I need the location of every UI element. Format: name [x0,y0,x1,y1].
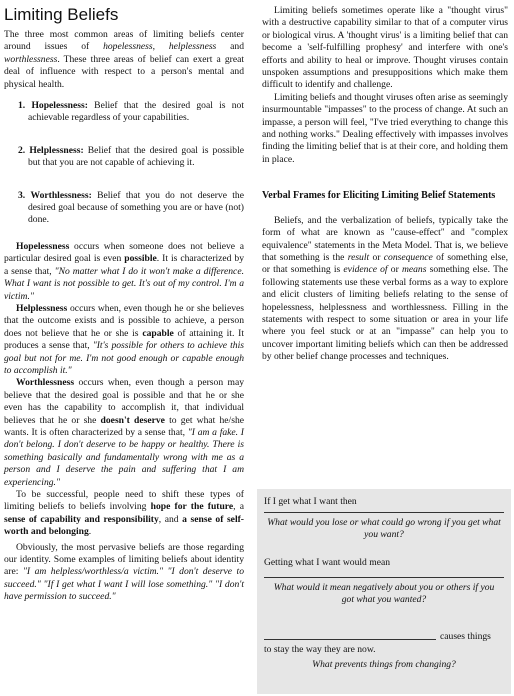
success-paragraph [4,489,244,539]
consequence-term: consequence [383,252,433,263]
worth-text-b: to get what he/she wants. It is often characterized by a sense that, [4,414,245,438]
identity-paragraph [4,542,244,604]
prompt-get-what-i-want: If I get what I want then [264,496,357,507]
frames-text-d: or [387,264,402,276]
success-text-c: , and [158,513,183,525]
intro-hopelessness: hopelessness [103,41,153,53]
list-number: 1. [18,100,26,112]
frames-text-c: of something else, or that something is [262,252,508,276]
worthlessness-term: Worthlessness [16,377,75,389]
help-text-a: occurs when, even though he or she believes that the outcome exists and is possible to achieve, a person does not believe that he or she is [4,302,244,339]
intro-paragraph [4,29,244,91]
section-heading: Verbal Frames for Eliciting Limiting Belief Statements [262,190,496,202]
capability-term: sense of capability and responsibility [4,513,159,525]
success-text-a: To be successful, people need to shift these types of limiting beliefs to beliefs involving [4,489,244,513]
list-term: Worthlessness: [30,189,92,201]
intro-text-b: , [152,41,169,53]
list-item [12,100,244,125]
worthlessness-paragraph [4,377,244,489]
list-number: 3. [18,189,26,201]
result-term: result [347,252,370,263]
verbal-frames-paragraph [262,215,508,364]
success-text-d: . [88,526,92,538]
frames-text-b: or [369,252,384,263]
impasse-paragraph: Limiting beliefs and thought viruses often arise as seemingly insurmountable "impasses" to the process of change. At such an impasse, a person will feel, "I've tried everything to change this and nothing works." Dealing effectively with impasses involves finding the limiting belief that is at their core, and holding them in place. [262,91,508,165]
intro-worthlessness: worthlessness [4,53,58,65]
question-lose: What would you lose or what could go wrong if you get what you want? [267,517,501,541]
worthlessness-quote: "I am a fake. I don't belong. I don't deserve to be happy or healthy. There is something basically and fundamentally wrong with me as a person and I deserve the pain and suffering that I am experiencing." [4,426,244,488]
worth-text-a: occurs when, even though a person may believe that the desired goal is possible and that he or she even has the capability to accomplish it, that individual believes that he or she [4,377,244,426]
capable-term: capable [142,327,174,339]
hope-future-term: hope for the future [150,501,234,513]
belief-list [4,100,244,227]
list-term: Hopelessness: [31,100,88,112]
hopelessness-quote: "No matter what I do it won't make a difference. What I want is not possible to get. It's out of my control. I'm a victim." [4,265,244,302]
intro-text-a: The three most common areas of limiting beliefs center around issues of [4,29,244,53]
intro-text-c: and [216,41,244,53]
help-text-b: of attaining it. It produces a sense that, [4,327,244,352]
prompt-causes-things: causes things [440,631,491,642]
helplessness-quote: "It's possible for others to achieve this goal but not for me. I'm not good enough or capable enough to accomplish it." [4,340,244,376]
means-term: means [401,264,427,276]
hopelessness-paragraph [4,241,244,303]
hope-text-a: occurs when someone does not believe a particular desired goal is even [4,240,244,265]
deserve-term: doesn't deserve [100,414,165,426]
prompt-would-mean: Getting what I want would mean [264,557,391,568]
prompt-stay-the-way: to stay the way they are now. [264,644,376,655]
self-worth-term: a sense of self-worth and belonging [4,513,244,538]
right-column [262,5,508,364]
left-column [4,0,244,604]
frames-text-e: something else. The following statements use these verbal forms as a way to explore and elicit clusters of limiting beliefs relating to the sense of hopelessness, helplessness and worthlessness. Filling in the statements with respect to some situation or area in your life where you feel stuck or at an "impasse" can help you to uncover important limiting beliefs which can then be addressed by other belief change processes and techniques. [262,264,508,363]
intro-text-d: . These three areas of belief can exert a great deal of influence with respect to a person's mental and physical health. [4,53,244,90]
hope-text-b: . It is characterized by a sense that, [4,253,244,277]
fill-in-line[interactable] [264,577,504,578]
list-text: Belief that you do not deserve the desired goal because of something you are or have (not) done. [28,189,244,226]
list-item [12,145,244,170]
list-number: 2. [18,144,26,156]
possible-term: possible [124,253,157,265]
identity-quote: "I am helpless/worthless/a victim." "I don't deserve to succeed." "If I get what I want I will lose something." "I don't have permission to succeed." [4,566,245,603]
hopelessness-term: Hopelessness [16,240,70,252]
fill-in-line[interactable] [264,639,436,640]
helplessness-term: Helplessness [16,302,68,314]
identity-text: Obviously, the most pervasive beliefs are those regarding our identity. Some examples of limiting beliefs about identity are: [4,541,244,578]
list-term: Helplessness: [29,144,84,156]
intro-helplessness: helplessness [168,41,217,53]
question-prevents-change: What prevents things from changing? [312,659,456,670]
worksheet-box [257,489,511,694]
helplessness-paragraph [4,303,244,377]
list-item [12,190,244,227]
frames-text-a: Beliefs, and the verbalization of beliefs, typically take the form of what are known as "cause-effect" and "complex equivalence" statements in the Meta Model. That is, we believe that something is the [262,214,508,263]
fill-in-line[interactable] [264,512,504,513]
evidence-term: evidence of [343,264,388,276]
list-text: Belief that the desired goal is not achievable regardless of your capabilities. [28,100,244,124]
list-text: Belief that the desired goal is possible but that you are not capable of achieving it. [28,144,244,169]
thought-virus-paragraph: Limiting beliefs sometimes operate like a "thought virus" with a destructive capability similar to that of a computer virus or biological virus. A 'thought virus' is a limiting belief that can become a 'self-fulfilling prophesy' and interfere with one's efforts and ability to heal or improve. Thought viruses contain unspoken assumptions and presuppositions which make them difficult to identify and challenge. [262,5,508,91]
question-mean-negatively: What would it mean negatively about you or others if you got what you wanted? [273,582,495,606]
page-title: Limiting Beliefs [4,5,119,24]
success-text-b: , a [233,501,244,513]
